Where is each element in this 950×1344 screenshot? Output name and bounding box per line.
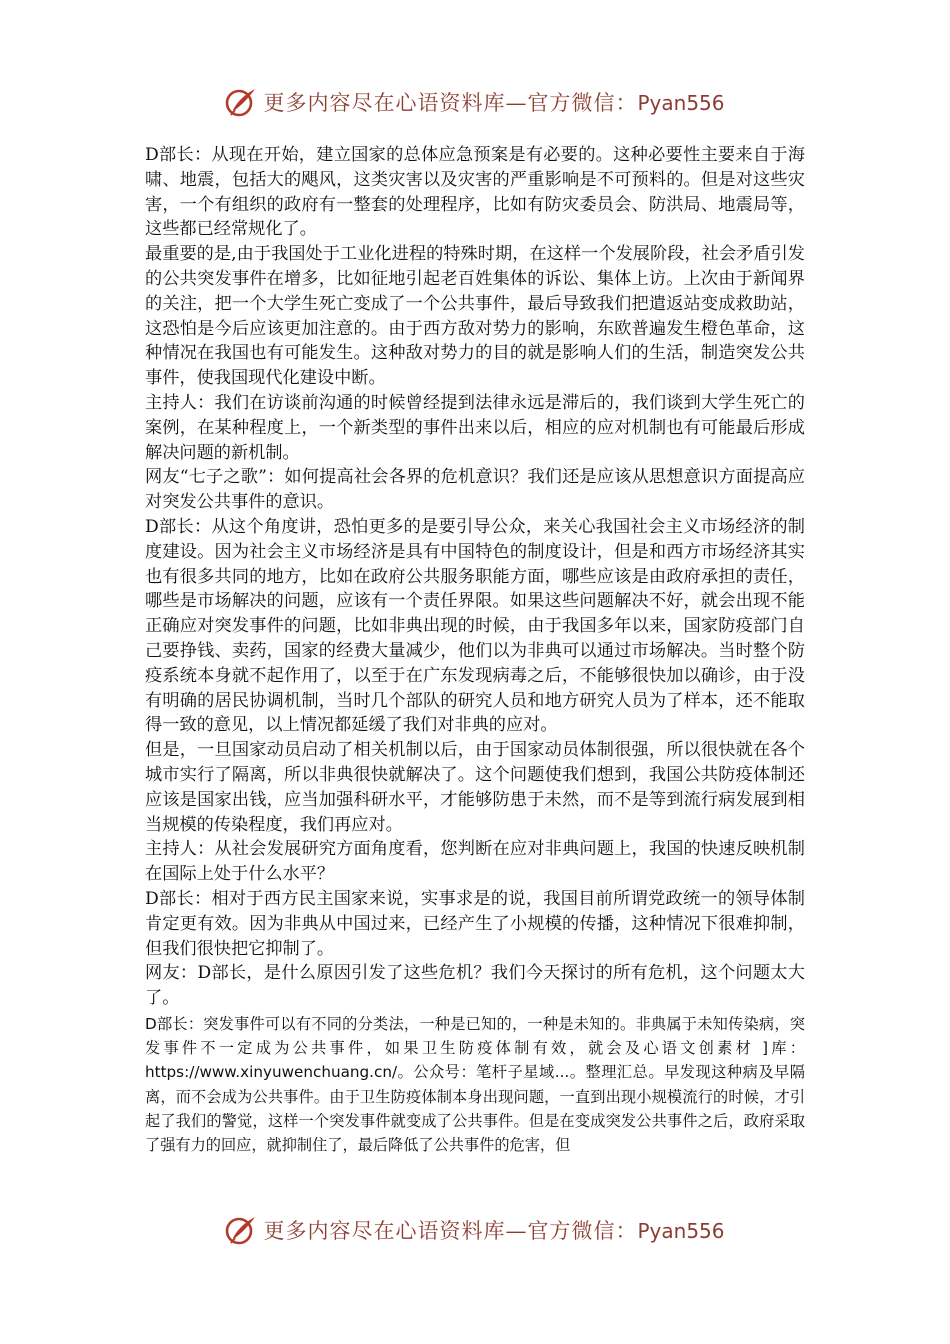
feather-pen-logo-icon <box>225 1214 257 1246</box>
paragraph-1: D部长：从现在开始，建立国家的总体应急预案是有必要的。这种必要性主要来自于海啸、地震，包括大的飓风，这类灾害以及灾害的严重影响是不可预料的。但是对这些灾害，一个有组织的政府有一整套的处理程序，比如有防灾委员会、防洪局、地震局等，这些都已经常规化了。 <box>145 145 805 240</box>
footer-banner <box>0 1208 950 1252</box>
document-body <box>145 143 805 1157</box>
paragraph-10: D部长：突发事件可以有不同的分类法，一种是已知的，一种是未知的。非典属于未知传染病，突发事件不一定成为公共事件，如果卫生防疫体制有效，就会及心语文创素材 ]库：https://www.xinyuwenchuang.cn/。公众号：笔杆子星域...。整理汇总。早发现这种病及早隔离，而不会成为公共事件。由于卫生防疫体制本身出现问题，一直到出现小规模流行的时候，才引起了我们的警觉，这样一个突发事件就变成了公共事件。但是在变成突发公共事件之后，政府采取了强有力的回应，就抑制住了，最后降低了公共事件的危害，但 <box>145 1014 805 1154</box>
banner-text: 更多内容尽在心语资料库—官方微信：Pyan556 <box>263 1219 725 1243</box>
paragraph-2: 最重要的是,由于我国处于工业化进程的特殊时期，在这样一个发展阶段，社会矛盾引发的公共突发事件在增多，比如征地引起老百姓集体的诉讼、集体上访。上次由于新闻界的关注，把一个大学生死亡变成了一个公共事件，最后导致我们把遣返站变成救助站，这恐怕是今后应该更加注意的。由于西方敌对势力的影响，东欧普遍发生橙色革命，这种情况在我国也有可能发生。这种敌对势力的目的就是影响人们的生活，制造突发公共事件，使我国现代化建设中断。 <box>145 244 805 389</box>
paragraph-6: 但是，一旦国家动员启动了相关机制以后，由于国家动员体制很强，所以很快就在各个城市实行了隔离，所以非典很快就解决了。这个问题使我们想到，我国公共防疫体制还应该是国家出钱，应当加强科研水平，才能够防患于未然，而不是等到流行病发展到相当规模的传染程度，我们再应对。 <box>145 740 805 835</box>
paragraph-5: D部长：从这个角度讲，恐怕更多的是要引导公众，来关心我国社会主义市场经济的制度建设。因为社会主义市场经济是具有中国特色的制度设计，但是和西方市场经济其实也有很多共同的地方，比如在政府公共服务职能方面，哪些应该是由政府承担的责任，哪些是市场解决的问题，应该有一个责任界限。如果这些问题解决不好，就会出现不能正确应对突发事件的问题，比如非典出现的时候，由于我国多年以来，国家防疫部门自己要挣钱、卖药，国家的经费大量减少，他们以为非典可以通过市场解决。当时整个防疫系统本身就不起作用了，以至于在广东发现病毒之后，不能够很快加以确诊，由于没有明确的居民协调机制，当时几个部队的研究人员和地方研究人员为了样本，还不能取得一致的意见，以上情况都延缓了我们对非典的应对。 <box>145 516 805 736</box>
paragraph-9: 网友：D部长，是什么原因引发了这些危机？我们今天探讨的所有危机，这个问题太大了。 <box>145 963 805 1009</box>
paragraph-7: 主持人：从社会发展研究方面角度看，您判断在应对非典问题上，我国的快速反映机制在国际上处于什么水平？ <box>145 839 805 885</box>
banner-text: 更多内容尽在心语资料库—官方微信：Pyan556 <box>263 91 725 115</box>
paragraph-3: 主持人：我们在访谈前沟通的时候曾经提到法律永远是滞后的，我们谈到大学生死亡的案例，在某种程度上，一个新类型的事件出来以后，相应的应对机制也有可能最后形成解决问题的新机制。 <box>145 392 805 463</box>
feather-pen-logo-icon <box>225 86 257 118</box>
paragraph-4: 网友“七子之歌”：如何提高社会各界的危机意识？我们还是应该从思想意识方面提高应对突发公共事件的意识。 <box>145 467 805 513</box>
paragraph-8: D部长：相对于西方民主国家来说，实事求是的说，我国目前所谓党政统一的领导体制肯定更有效。因为非典从中国过来，已经产生了小规模的传播，这种情况下很难抑制，但我们很快把它抑制了。 <box>145 888 805 959</box>
header-banner <box>0 80 950 124</box>
